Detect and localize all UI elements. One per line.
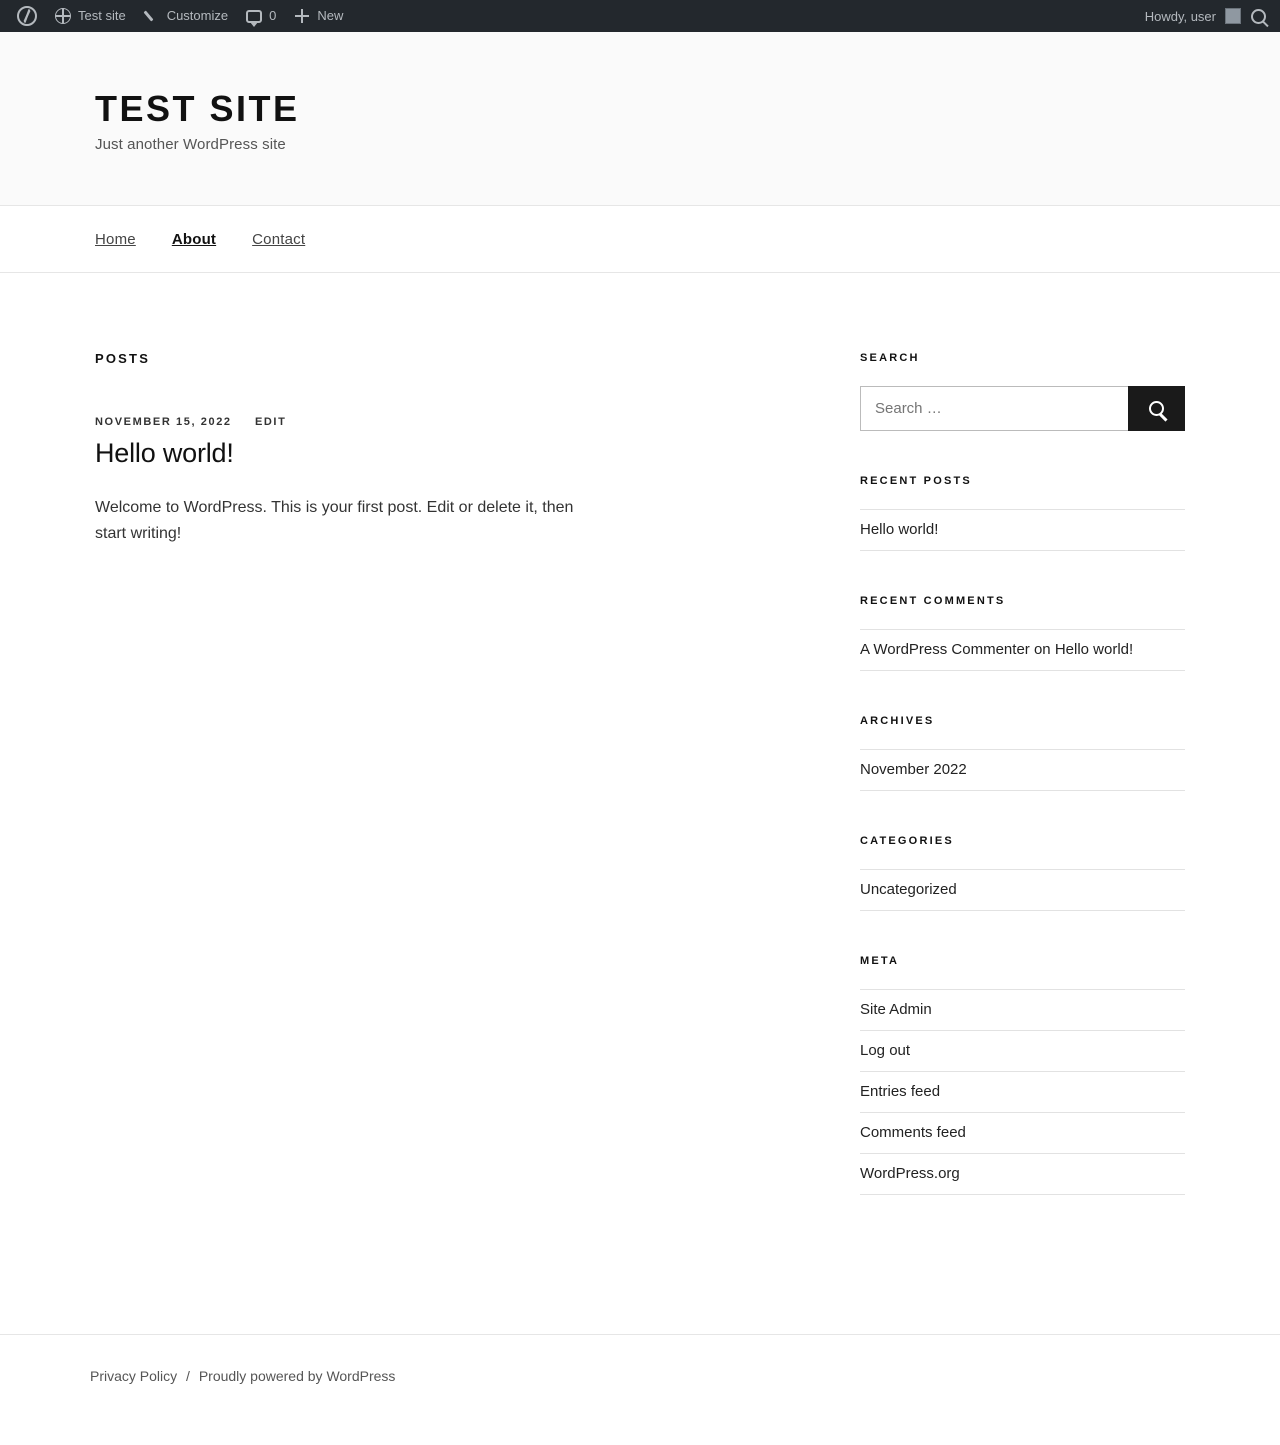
admin-bar-howdy-label: Howdy, user	[1144, 8, 1216, 24]
admin-bar-customize-label: Customize	[166, 8, 229, 23]
widget-archives	[860, 715, 1185, 791]
categories-list	[860, 869, 1185, 911]
widget-search	[860, 352, 1185, 431]
site-footer	[0, 1334, 1280, 1424]
meta-link-wordpress-org[interactable]: WordPress.org	[860, 1165, 960, 1183]
site-header	[0, 32, 1280, 206]
admin-bar	[0, 0, 1280, 32]
admin-bar-my-account[interactable]	[1145, 8, 1251, 24]
search-icon	[1149, 401, 1164, 416]
post-article	[95, 416, 675, 547]
search-icon[interactable]	[1251, 9, 1266, 24]
wordpress-logo-icon	[17, 6, 37, 26]
site-description: Just another WordPress site	[95, 136, 286, 154]
widget-archives-title: ARCHIVES	[860, 715, 935, 728]
admin-bar-comments-count: 0	[269, 8, 277, 23]
list-item[interactable]	[860, 1113, 1185, 1154]
post-content: Welcome to WordPress. This is your first post. Edit or delete it, then start writing!	[95, 499, 574, 543]
post-title[interactable]: Hello world!	[95, 438, 234, 469]
list-item[interactable]	[860, 749, 1185, 791]
meta-link-comments-feed[interactable]: Comments feed	[860, 1124, 966, 1142]
list-item[interactable]	[860, 1031, 1185, 1072]
meta-link-log-out[interactable]: Log out	[860, 1042, 911, 1060]
admin-bar-site-name-label: Test site	[78, 8, 126, 23]
privacy-policy-link[interactable]: Privacy Policy	[90, 1368, 178, 1385]
content-area	[95, 273, 1185, 1239]
recent-post-link[interactable]: Hello world!	[860, 521, 939, 539]
widget-meta-title: META	[860, 955, 900, 968]
admin-bar-new-label: New	[317, 8, 344, 23]
footer-text	[90, 1368, 1190, 1384]
comment-author: A WordPress Commenter	[860, 641, 1030, 659]
admin-bar-wp-logo[interactable]	[8, 0, 46, 32]
list-item[interactable]	[860, 1072, 1185, 1113]
posts-section-label: POSTS	[95, 351, 151, 367]
admin-bar-comments[interactable]	[237, 0, 285, 32]
admin-bar-site-name[interactable]	[46, 0, 135, 32]
comment-on-word: on	[1033, 641, 1051, 659]
search-submit-button[interactable]	[1128, 386, 1185, 431]
comment-icon	[246, 10, 262, 23]
post-date-link[interactable]: NOVEMBER 15, 2022	[95, 416, 232, 429]
primary-navigation	[0, 206, 1280, 273]
widget-categories-title: CATEGORIES	[860, 835, 954, 848]
archives-list	[860, 749, 1185, 791]
widget-recent-comments	[860, 595, 1185, 671]
widget-recent-comments-title: RECENT COMMENTS	[860, 595, 1006, 608]
nav-item-home[interactable]: Home	[95, 231, 136, 249]
meta-link-entries-feed[interactable]: Entries feed	[860, 1083, 941, 1101]
nav-item-contact[interactable]: Contact	[252, 231, 306, 249]
category-link[interactable]: Uncategorized	[860, 881, 957, 899]
admin-bar-new[interactable]	[285, 0, 352, 32]
widget-categories	[860, 835, 1185, 911]
list-item[interactable]	[860, 509, 1185, 551]
recent-comments-list	[860, 629, 1185, 671]
archive-link[interactable]: November 2022	[860, 761, 967, 779]
comment-post-link[interactable]: Hello world!	[1054, 641, 1134, 659]
main-column	[95, 351, 675, 547]
meta-link-site-admin[interactable]: Site Admin	[860, 1001, 932, 1019]
widget-search-title: SEARCH	[860, 352, 920, 365]
nav-item-about[interactable]: About	[171, 231, 217, 249]
plus-icon	[294, 8, 310, 24]
footer-separator: /	[186, 1368, 190, 1385]
post-meta	[95, 416, 675, 428]
site-title[interactable]: TEST SITE	[95, 88, 300, 129]
wordpress-credit-link[interactable]: Proudly powered by WordPress	[198, 1368, 396, 1385]
search-form	[860, 386, 1185, 431]
widget-recent-posts	[860, 475, 1185, 551]
admin-bar-customize[interactable]	[135, 0, 237, 32]
admin-bar-right	[1145, 8, 1272, 24]
recent-posts-list	[860, 509, 1185, 551]
sidebar	[860, 351, 1185, 1239]
list-item[interactable]	[860, 869, 1185, 911]
list-item[interactable]	[860, 989, 1185, 1031]
widget-meta	[860, 955, 1185, 1195]
meta-list	[860, 989, 1185, 1195]
search-input[interactable]	[860, 386, 1128, 431]
brush-icon	[144, 8, 160, 24]
site-icon	[55, 8, 71, 24]
list-item[interactable]	[860, 1154, 1185, 1195]
list-item[interactable]	[860, 629, 1185, 671]
widget-recent-posts-title: RECENT POSTS	[860, 475, 972, 488]
post-edit-link[interactable]: EDIT	[254, 416, 287, 429]
avatar	[1225, 8, 1241, 24]
